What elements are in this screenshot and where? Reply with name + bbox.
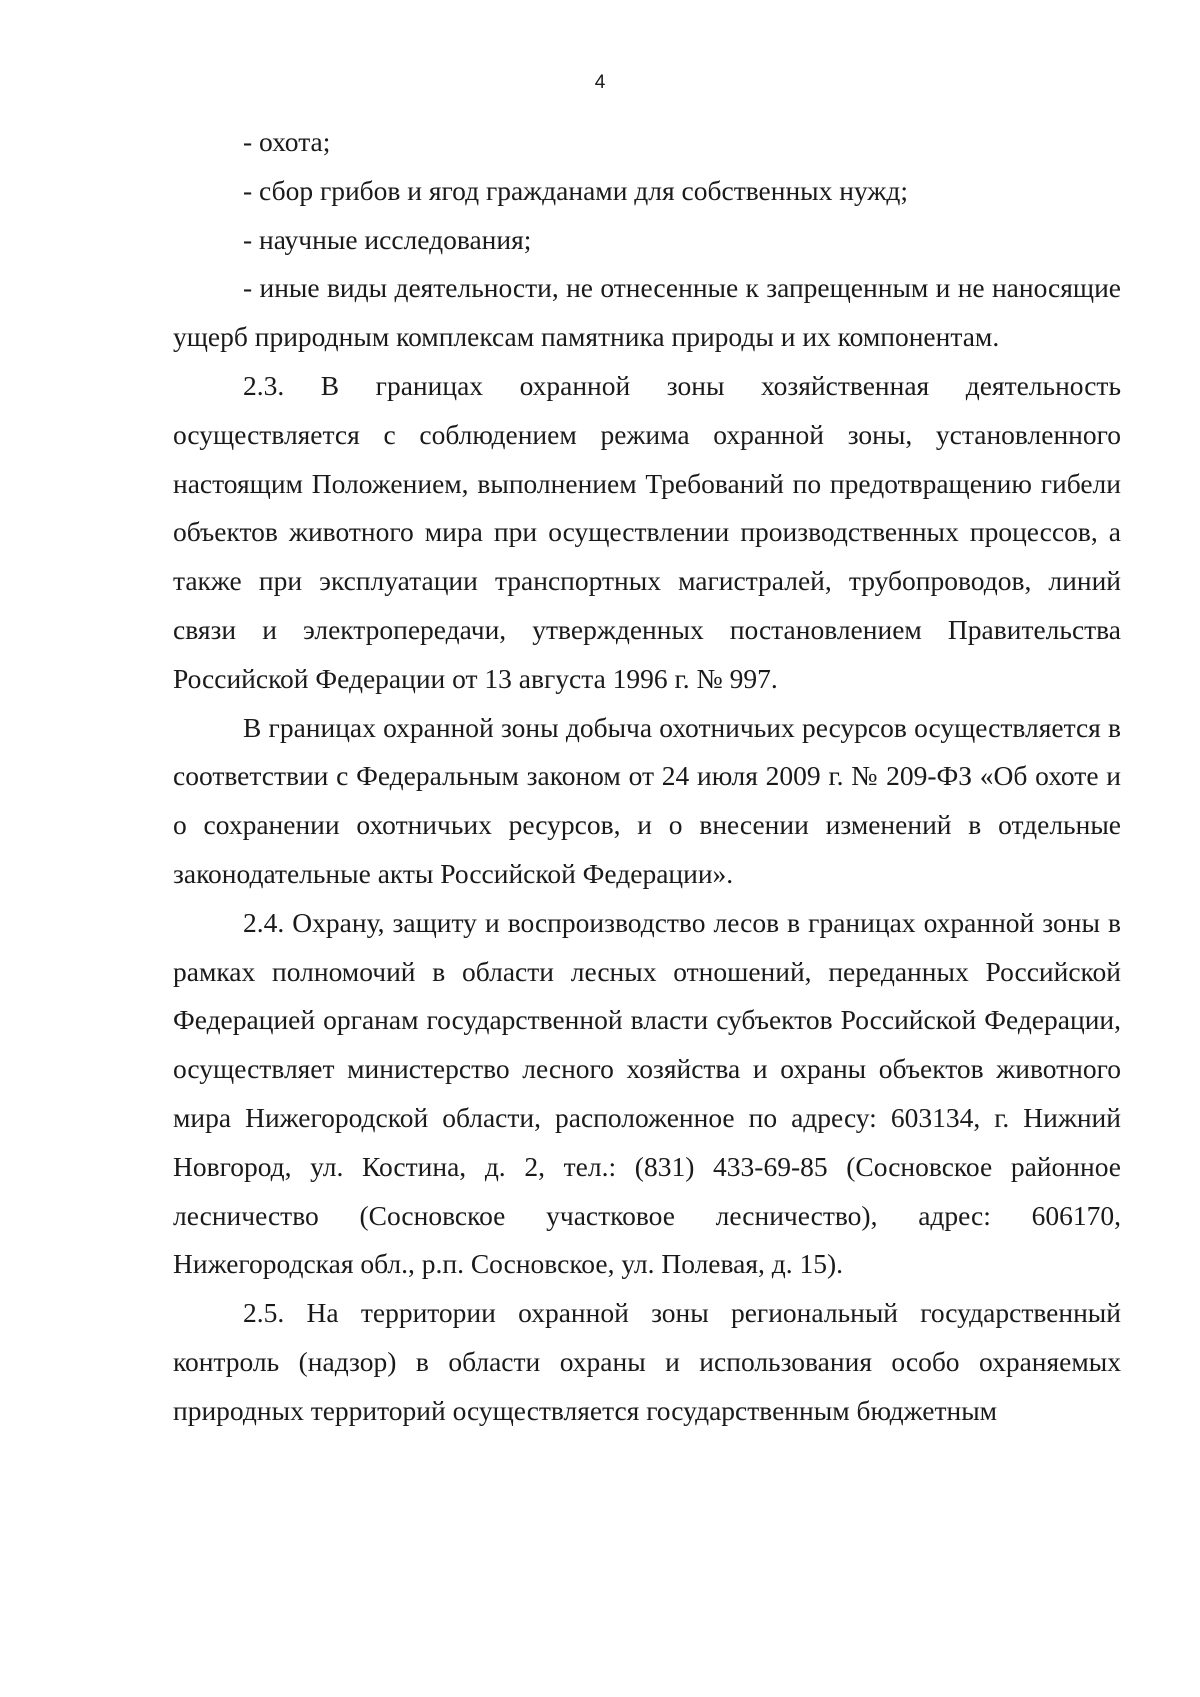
document-body — [173, 118, 1121, 1436]
list-item-other-activities: - иные виды деятельности, не отнесенные к запрещенным и не наносящие ущерб природным комплексам памятника природы и их компонентам. — [173, 272, 1121, 353]
list-item-hunting: - охота; — [243, 126, 331, 157]
paragraph-2-3: 2.3. В границах охранной зоны хозяйственная деятельность осуществляется с соблюдением режима охранной зоны, установленного настоящим Положением, выполнением Требований по предотвращению гибели объектов животного мира при осуществлении производственных процессов, а также при эксплуатации транспортных магистралей, трубопроводов, линий связи и электропередачи, утвержденных постановлением Правительства Российской Федерации от 13 августа 1996 г. № 997. — [173, 369, 1121, 694]
paragraph-2-4: 2.4. Охрану, защиту и воспроизводство лесов в границах охранной зоны в рамках полномочий в области лесных отношений, переданных Российской Федерацией органам государственной власти субъектов Российской Федерации, осуществляет министерство лесного хозяйства и охраны объектов животного мира Нижегородской области, расположенное по адресу: 603134, г. Нижний Новгород, ул. Костина, д. 2, тел.: (831) 433-69-85 (Сосновское районное лесничество (Сосновское участковое лесничество), адрес: 606170, Нижегородская обл., р.п. Сосновское, ул. Полевая, д. 15). — [173, 906, 1121, 1280]
list-item-scientific-research: - научные исследования; — [243, 223, 532, 255]
paragraph-hunting-resources: В границах охранной зоны добыча охотничьих ресурсов осуществляется в соответствии с Федеральным законом от 24 июля 2009 г. № 209-ФЗ «Об охоте и о сохранении охотничьих ресурсов, и о внесении изменений в отдельные законодательные акты Российской Федерации». — [173, 711, 1121, 889]
list-item-mushroom-berry-gathering: - сбор грибов и ягод гражданами для собственных нужд; — [243, 174, 909, 206]
paragraph-2-5: 2.5. На территории охранной зоны региональный государственный контроль (надзор) в области охраны и использования особо охраняемых природных территорий осуществляется государственным бюджетным — [173, 1297, 1121, 1426]
page-number: 4 — [594, 72, 606, 93]
